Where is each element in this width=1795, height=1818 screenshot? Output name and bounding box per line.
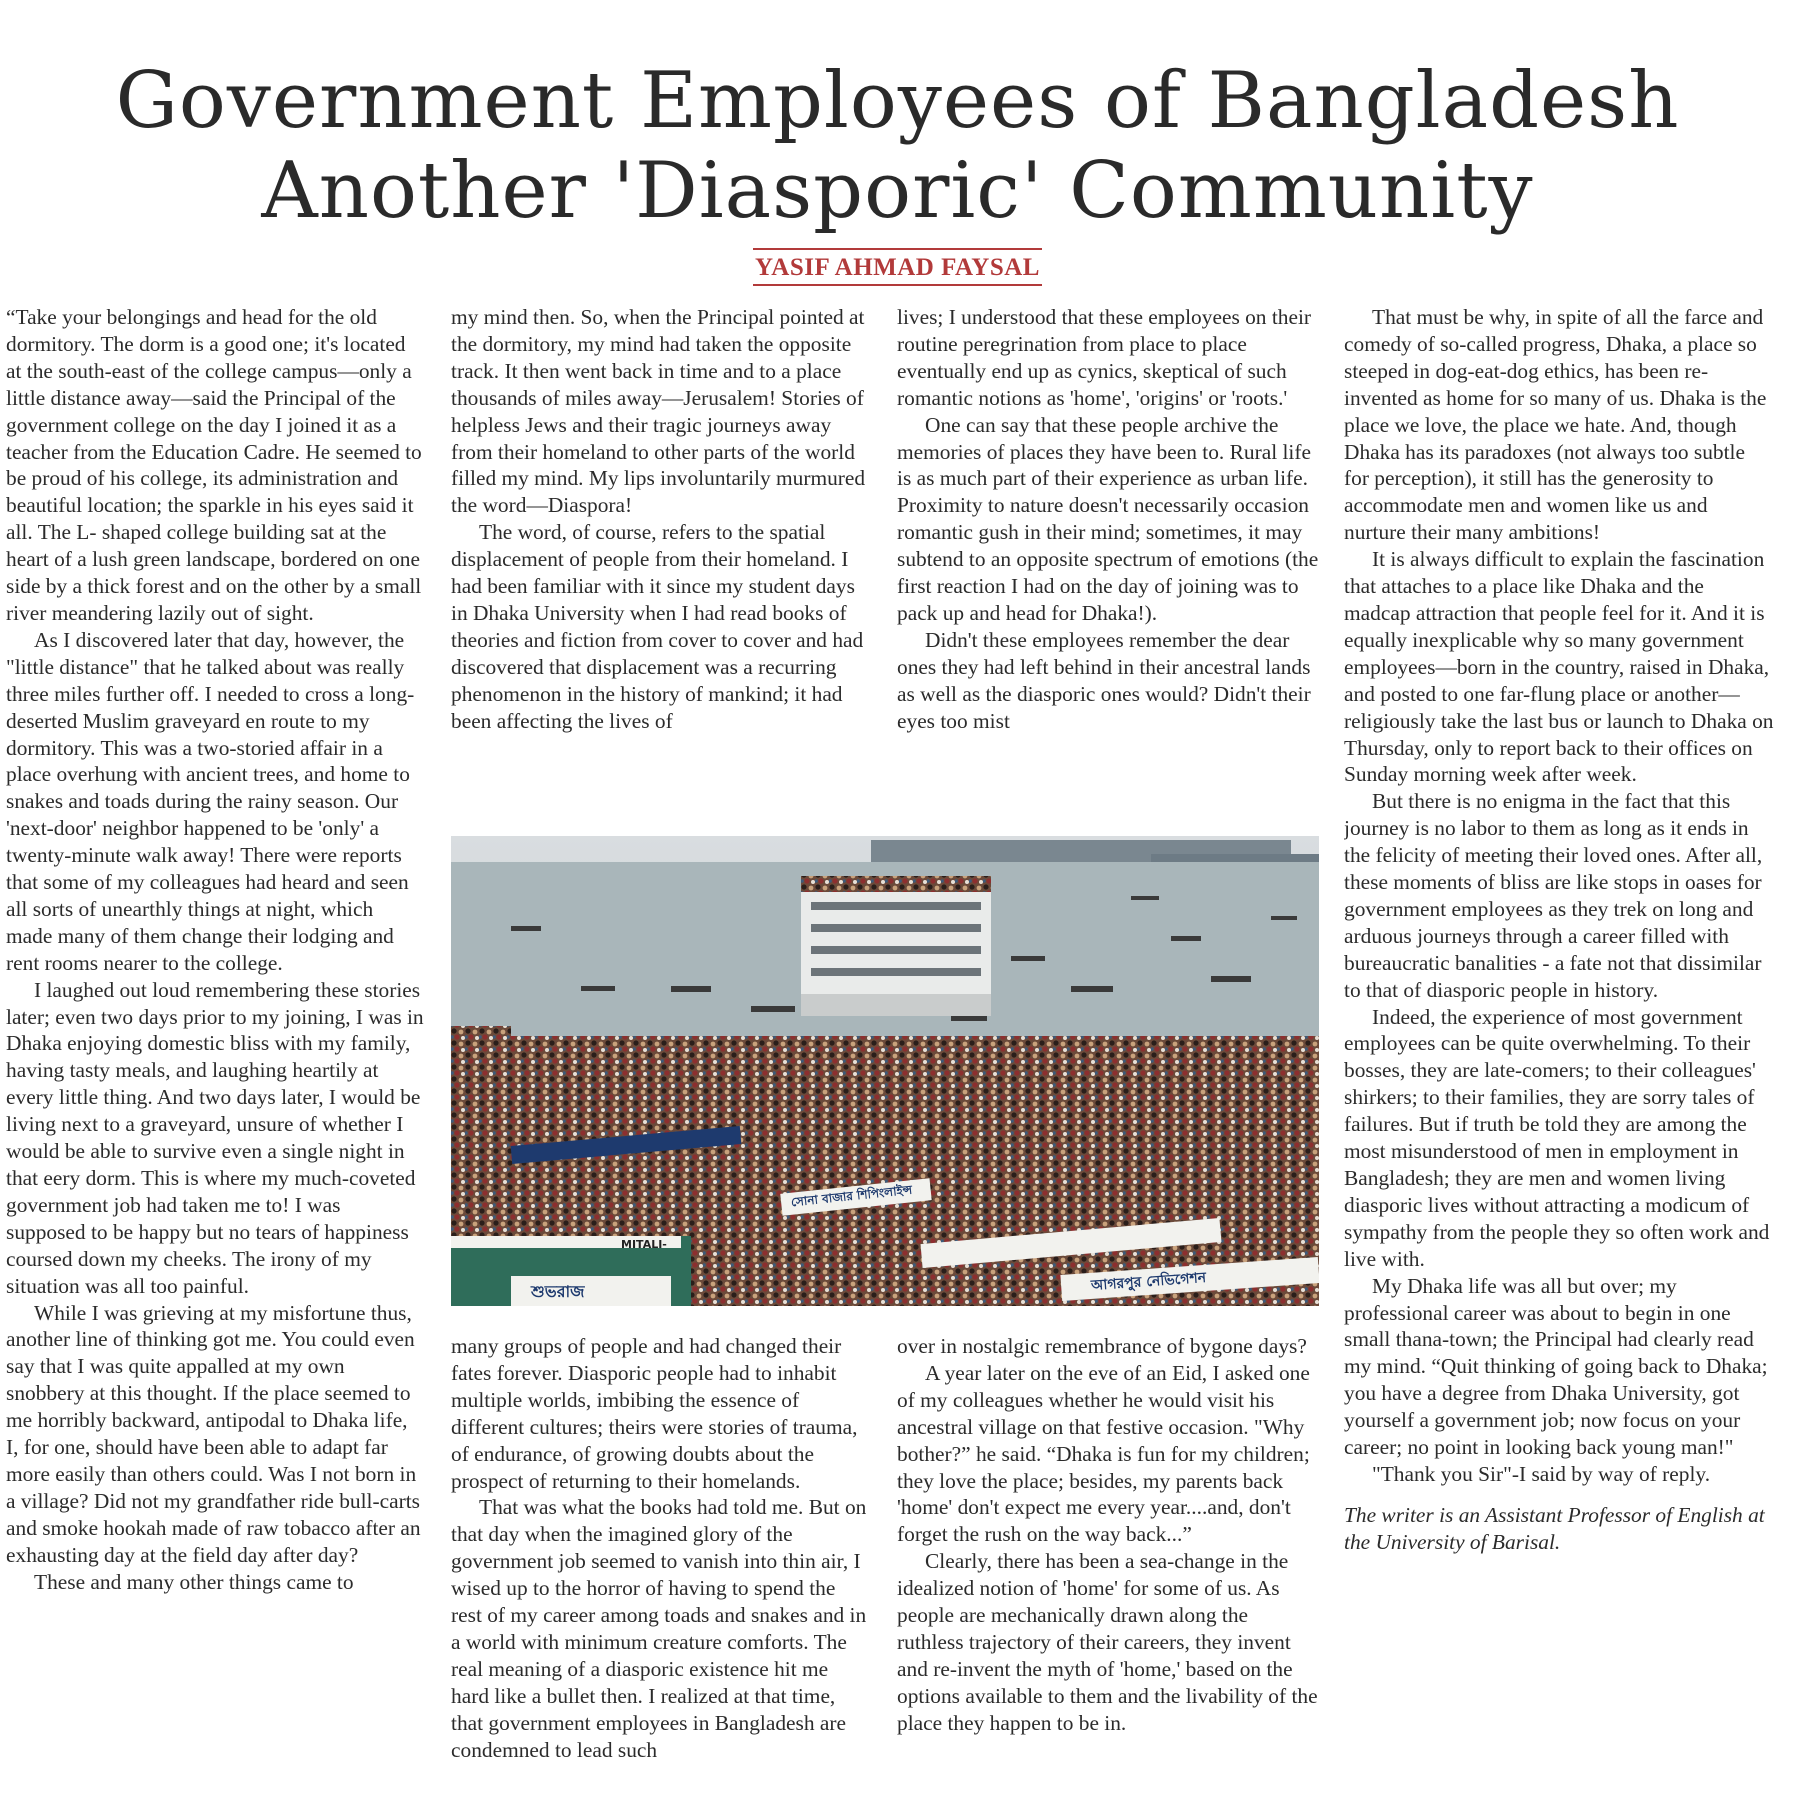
column-1	[6, 304, 424, 1818]
ferry-crowd-photo	[451, 836, 1319, 1306]
paragraph: Didn't these employees remember the dear ones they had left behind in their ancestral lands as well as the diasporic ones would? Didn't their eyes too mist	[897, 627, 1311, 733]
paragraph: over in nostalgic remembrance of bygone days?	[897, 1334, 1307, 1358]
column-2-top	[451, 304, 871, 824]
ship-sign-mitali: MITALI-	[621, 1238, 667, 1251]
paragraph: These and many other things came to	[34, 1569, 354, 1594]
paragraph: That was what the books had told me. But on that day when the imagined glory of the government job seemed to vanish into thin air, I wised up to the horror of having to spend the rest of my career among toads and snakes and in a world with minimum creature comforts. The real meaning of a diasporic existence hit me hard like a bullet then. I realized at that time, that government employees in Bangladesh are condemned to lead such	[451, 1495, 867, 1762]
headline	[0, 56, 1795, 236]
paragraph: many groups of people and had changed their fates forever. Diasporic people had to inhabit multiple worlds, imbibing the essence of different cultures; theirs were stories of trauma, of endurance, of growing doubts about the prospect of returning to their homelands.	[451, 1334, 858, 1493]
paragraph: my mind then. So, when the Principal pointed at the dormitory, my mind had taken the opposite track. It then went back in time and to a place thousands of miles away—Jerusalem! Stories of helpless Jews and their tragic journeys away from their homeland to other parts of the world filled my mind. My lips involuntarily murmured the word—Diaspora!	[451, 305, 866, 518]
paragraph: “Take your belongings and head for the old dormitory. The dorm is a good one; it's located at the south-east of the college campus—only a little distance away—said the Principal of the government college on the day I joined it as a teacher from the Education Cadre. He seemed to be proud of his college, its administration and beautiful location; the sparkle in his eyes said it all. The L- shaped college building sat at the heart of a lush green landscape, bordered on one side by a thick forest and on the other by a small river meandering lazily out of sight.	[6, 305, 422, 625]
column-3-bottom	[897, 1333, 1319, 1818]
column-3-top	[897, 304, 1319, 824]
paragraph: That must be why, in spite of all the farce and comedy of so-called progress, Dhaka, a place so steeped in dog-eat-dog ethics, has been re-invented as home for so many of us. Dhaka is the place we love, the place we hate. And, though Dhaka has its paradoxes (not always too subtle for perception), it still has the generosity to accommodate men and women like us and nurture their many ambitions!	[1344, 305, 1767, 545]
author-byline: YASIF AHMAD FAYSAL	[753, 248, 1042, 286]
author-note: The writer is an Assistant Professor of English at the University of Barisal.	[1344, 1502, 1765, 1554]
paragraph: lives; I understood that these employees on their routine peregrination from place to place eventually end up as cynics, skeptical of such romantic notions as 'home', 'origins' or 'roots.'	[897, 305, 1312, 410]
paragraph: My Dhaka life was all but over; my professional career was about to begin in one small thana-town; the Principal had clearly read my mind. “Quit thinking of going back to Dhaka; you have a degree from Dhaka University, got yourself a government job; now focus on your career; no point in looking back young man!"	[1344, 1273, 1768, 1460]
crowded-ferries-photo-icon	[451, 836, 1319, 1306]
headline-line-1: Government Employees of Bangladesh	[115, 56, 1680, 146]
ship-sign-shuvoraj: শুভরাজ	[531, 1282, 585, 1301]
paragraph: While I was grieving at my misfortune thus, another line of thinking got me. You could even say that I was quite appalled at my own snobbery at this thought. If the place seemed to me horribly backward, antipodal to Dhaka life, I, for one, should have been able to adapt far more easily than others could. Was I not born in a village? Did not my grandfather ride bull-carts and smoke hookah made of raw tobacco after an exhausting day at the field day after day?	[6, 1300, 421, 1567]
paragraph: It is always difficult to explain the fascination that attaches to a place like Dhaka and the madcap attraction that people feel for it. And it is equally inexplicable why so many government employees—born in the country, raised in Dhaka, and posted to one far-flung place or another—religiously take the last bus or launch to Dhaka on Thursday, only to report back to their offices on Sunday morning week after week.	[1344, 547, 1774, 787]
paragraph: One can say that these people archive the memories of places they have been to. Rural life is as much part of their experience as urban life. Proximity to nature doesn't necessarily occasion romantic gush in their mind; sometimes, it may subtend to an opposite spectrum of emotions (the first reaction I had on the day of joining was to pack up and head for Dhaka!).	[897, 412, 1319, 625]
paragraph: "Thank you Sir"-I said by way of reply.	[1372, 1461, 1711, 1486]
ship-sign-sonar: সোনা বাজার শিপিংলাইন্স	[790, 1182, 913, 1210]
column-4	[1344, 304, 1774, 1818]
ship-sign-agarpur: আগরপুর নেভিগেশন	[1090, 1270, 1207, 1294]
paragraph: Indeed, the experience of most government employees can be quite overwhelming. To their bosses, they are late-comers; to their colleagues' shirkers; to their families, they are sorry tales of failures. But if truth be told they are among the most misunderstood of men in employment in Bangladesh; they are men and women living diasporic lives without attracting a modicum of sympathy from the people they so often work and live with.	[1344, 1004, 1770, 1271]
paragraph: Clearly, there has been a sea-change in the idealized notion of 'home' for some of us. As people are mechanically drawn along the ruthless trajectory of their careers, they invent and re-invent the myth of 'home,' based on the options available to them and the livability of the place they happen to be in.	[897, 1549, 1318, 1735]
paragraph: But there is no enigma in the fact that this journey is no labor to them as long as it ends in the felicity of meeting their loved ones. After all, these moments of bliss are like stops in oases for government employees as they trek on long and arduous journeys through a career filled with bureaucratic banalities - a fate not that dissimilar to that of diasporic people in history.	[1344, 789, 1763, 1002]
paragraph: The word, of course, refers to the spatial displacement of people from their homeland. I had been familiar with it since my student days in Dhaka University when I had read books of theories and fiction from cover to cover and had discovered that displacement was a recurring phenomenon in the history of mankind; it had been affecting the lives of	[451, 520, 864, 733]
column-2-bottom	[451, 1333, 871, 1818]
paragraph: As I discovered later that day, however, the "little distance" that he talked about was really three miles further off. I needed to cross a long-deserted Muslim graveyard en route to my dormitory. This was a two-storied affair in a place overhung with ancient trees, and home to snakes and toads during the rainy season. Our 'next-door' neighbor happened to be 'only' a twenty-minute walk away! There were reports that some of my colleagues had heard and seen all sorts of unearthly things at night, which made many of them change their lodging and rent rooms nearer to the college.	[6, 627, 415, 975]
headline-line-2: Another 'Diasporic' Community	[261, 146, 1534, 236]
paragraph: A year later on the eve of an Eid, I asked one of my colleagues whether he would visit his ancestral village on that festive occasion. "Why bother?” he said. “Dhaka is fun for my children; they love the place; besides, my parents back 'home' don't expect me every year....and, don't forget the rush on the way back...”	[897, 1360, 1310, 1547]
paragraph: I laughed out loud remembering these stories later; even two days prior to my joining, I was in Dhaka enjoying domestic bliss with my family, having tasty meals, and laughing heartily at every little thing. And two days later, I would be living next to a graveyard, unsure of whether I would be able to survive even a single night in that eery dorm. This is where my much-coveted government job had taken me to! I was supposed to be happy but no tears of happiness coursed down my cheeks. The irony of my situation was all too painful.	[6, 977, 424, 1298]
